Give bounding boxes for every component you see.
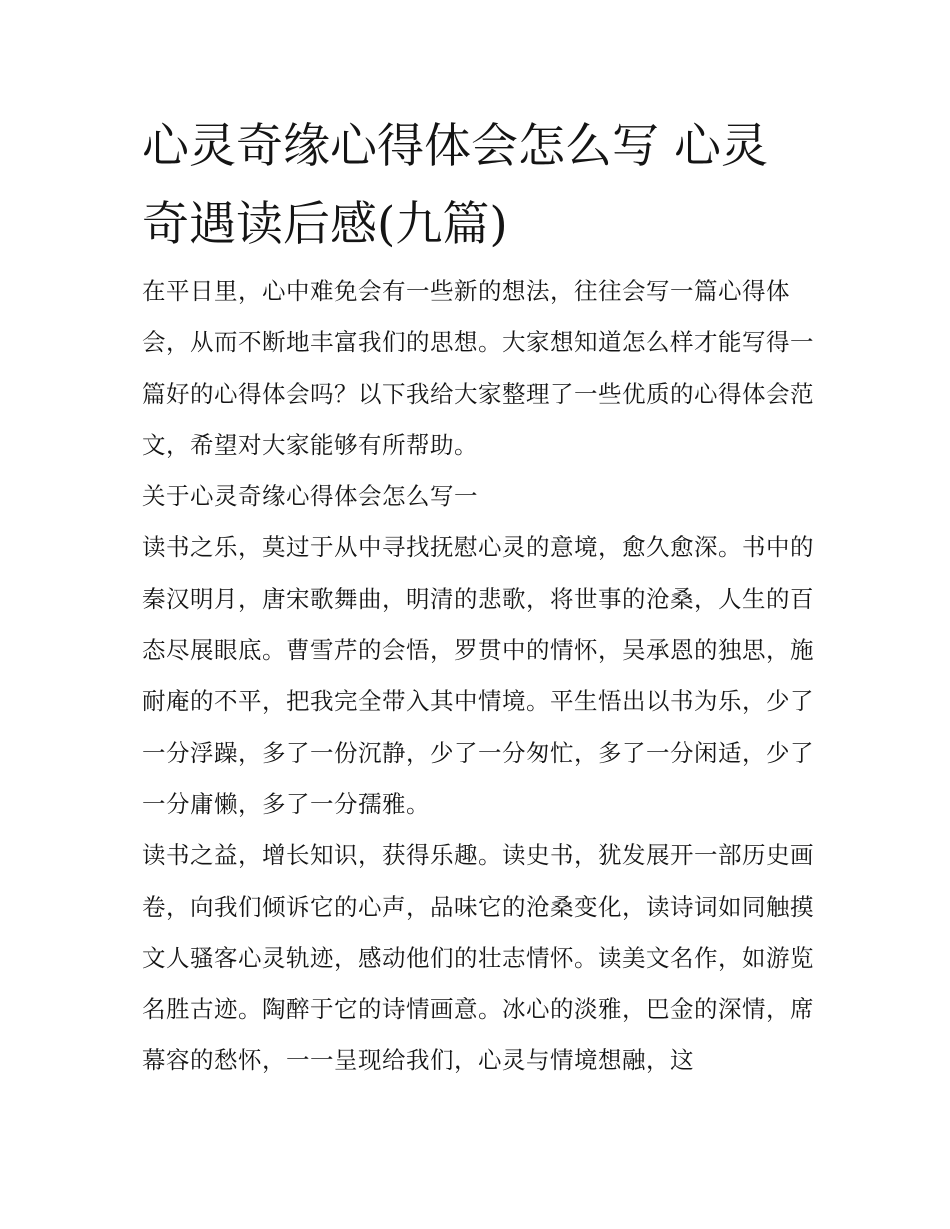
document-body [142, 266, 814, 1087]
document-title: 心灵奇缘心得体会怎么写 心灵奇遇读后感(九篇) [142, 119, 768, 252]
intro-paragraph: 在平日里，心中难免会有一些新的想法，往往会写一篇心得体会，从而不断地丰富我们的思想。大家想知道怎么样才能写得一篇好的心得体会吗？以下我给大家整理了一些优质的心得体会范文，希望对大家能够有所帮助。 [142, 277, 814, 459]
document-page [142, 108, 814, 1087]
section-heading: 关于心灵奇缘心得体会怎么写一 [142, 482, 478, 511]
body-paragraph: 读书之益，增长知识，获得乐趣。读史书，犹发展开一部历史画卷，向我们倾诉它的心声，品味它的沧桑变化，读诗词如同触摸文人骚客心灵轨迹，感动他们的壮志情怀。读美文名作，如游览名胜古迹。陶醉于它的诗情画意。冰心的淡雅，巴金的深情，席幕容的愁怀，一一呈现给我们，心灵与情境想融，这 [142, 841, 814, 1075]
body-paragraph: 读书之乐，莫过于从中寻找抚慰心灵的意境，愈久愈深。书中的秦汉明月，唐宋歌舞曲，明清的悲歌，将世事的沧桑，人生的百态尽展眼底。曹雪芹的会悟，罗贯中的情怀，吴承恩的独思，施耐庵的不平，把我完全带入其中情境。平生悟出以书为乐，少了一分浮躁，多了一份沉静，少了一分匆忙，多了一分闲适，少了一分庸懒，多了一分孺雅。 [142, 533, 814, 818]
